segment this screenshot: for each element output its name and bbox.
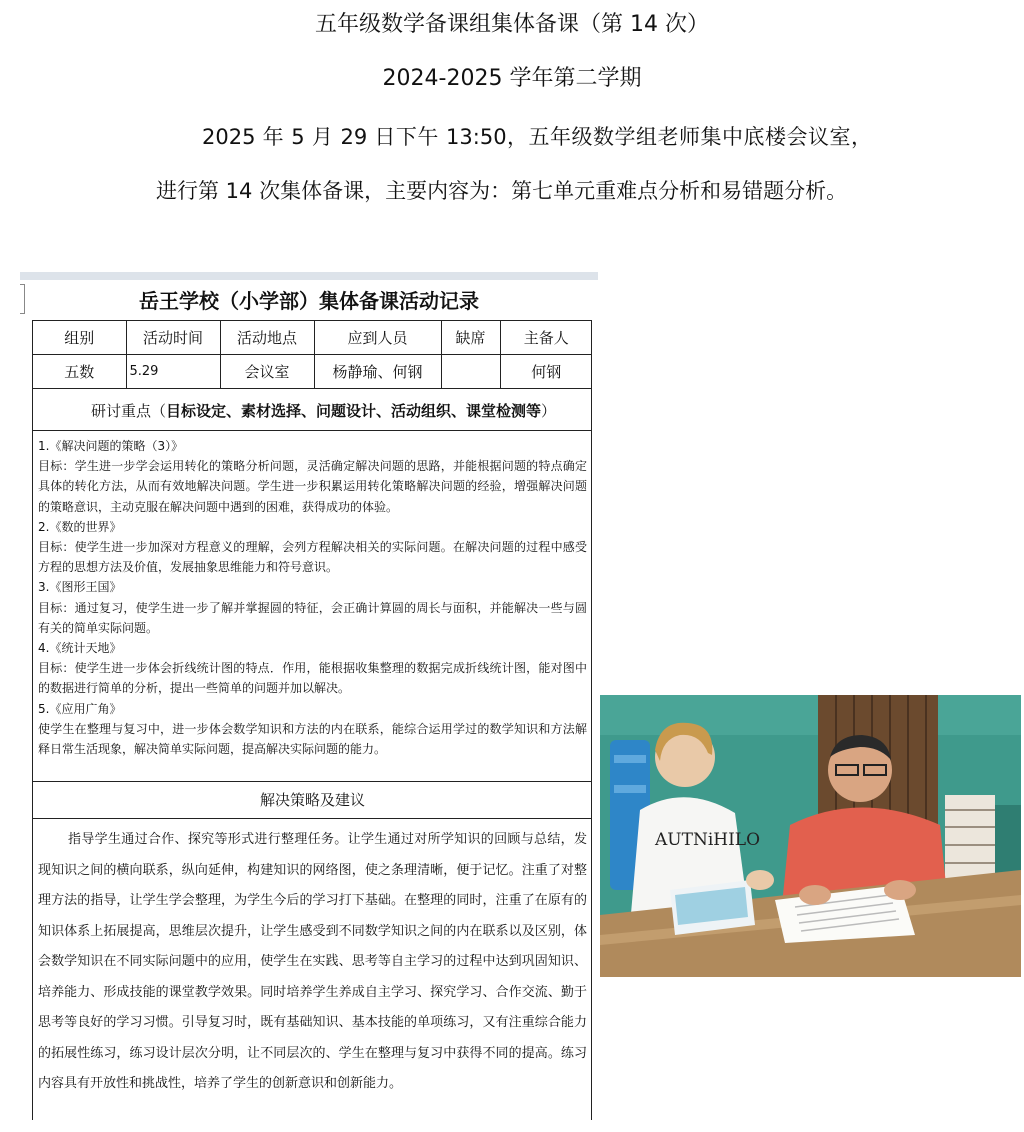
table-cell: 会议室: [220, 355, 314, 389]
table-cell: 5.29: [126, 355, 220, 389]
table-cell: 杨静瑜、何钢: [314, 355, 441, 389]
focus-item: 使学生在整理与复习中，进一步体会数学知识和方法的内在联系，能综合运用学过的数学知识和方法解释日常生活现象，解决简单实际问题，提高解决实际问题的能力。: [38, 721, 587, 757]
activity-record-scan: [20, 272, 598, 1132]
strategy-content: 指导学生通过合作、探究等形式进行整理任务。让学生通过对所学知识的回顾与总结，发现知识之间的横向联系，纵向延伸，构建知识的网络图，使之条理清晰，便于记忆。注重了对整理方法的指导，让学生学会整理，为学生今后的学习打下基础。在整理的同时，注重了在原有的知识体系上拓展提高，思维层次提升，让学生感受到不同数学知识之间的内在联系以及区别，体会数学知识在不同实际问题中的应用，使学生在实践、思考等自主学习的过程中达到巩固知识、培养能力、形成技能的课堂教学效果。同时培养学生养成自主学习、探究学习、合作交流、勤于思考等良好的学习习惯。引导复习时，既有基础知识、基本技能的单项练习，又有注重综合能力的拓展性练习，练习设计层次分明，让不同层次的、学生在整理与复习中获得不同的提高。练习内容具有开放性和挑战性，培养了学生的创新意识和创新能力。: [38, 832, 587, 1091]
shirt-print: AUTNiHILO: [655, 830, 761, 850]
focus-item: 目标：使学生进一步体会折线统计图的特点．作用，能根据收集整理的数据完成折线统计图，能对图中的数据进行简单的分析，提出一些简单的问题并加以解决。: [38, 661, 587, 696]
focus-item: 3.《图形王国》: [38, 580, 122, 595]
meeting-photo: [600, 695, 1021, 977]
table-header-row: [33, 321, 592, 355]
table-cell: [441, 355, 500, 389]
focus-item: 2.《数的世界》: [38, 519, 122, 534]
focus-label-bold: 目标设定、素材选择、问题设计、活动组织、课堂检测等: [166, 402, 542, 420]
strategy-heading: 解决策略及建议: [33, 781, 592, 819]
focus-item: 目标：学生进一步学会运用转化的策略分析问题，灵活确定解决问题的思路，并能根据问题的特点确定具体的转化方法，从而有效地解决问题。学生进一步积累运用转化策略解决问题的经验，增强解决问题的策略意识，主动克服在解决问题中遇到的困难，获得成功的体验。: [38, 459, 587, 514]
table-row: [33, 355, 592, 389]
focus-content: [33, 433, 592, 781]
column-header: 活动地点: [220, 321, 314, 355]
focus-item: 目标：通过复习，使学生进一步了解并掌握圆的特征，会正确计算圆的周长与面积，并能解决一些与圆有关的简单实际问题。: [38, 600, 587, 635]
record-table-frame: [32, 320, 592, 1120]
focus-item: 目标：使学生进一步加深对方程意义的理解，会列方程解决相关的实际问题。在解决问题的过程中感受方程的思想方法及价值，发展抽象思维能力和符号意识。: [38, 540, 587, 575]
focus-item: 4.《统计天地》: [38, 641, 122, 656]
focus-label-end: ）: [541, 402, 557, 420]
column-header: 组别: [33, 321, 126, 355]
column-header: 缺席: [441, 321, 500, 355]
column-header: 活动时间: [126, 321, 220, 355]
record-info-table: [33, 321, 592, 389]
document-title: 五年级数学备课组集体备课（第 14 次）: [315, 12, 709, 37]
table-cell: 何钢: [500, 355, 592, 389]
term-subtitle: 2024-2025 学年第二学期: [382, 66, 642, 91]
focus-item: 1.《解决问题的策略（3）》: [38, 439, 184, 453]
meeting-photo-illustration: [600, 695, 1021, 977]
column-header: 主备人: [500, 321, 592, 355]
intro-paragraph: 2025 年 5 月 29 日下午 13:50，五年级数学组老师集中底楼会议室，进行第 14 次集体备课，主要内容为：第七单元重难点分析和易错题分析。: [156, 125, 872, 203]
focus-item: 5.《应用广角》: [38, 701, 122, 716]
scan-top-bar: [20, 272, 598, 280]
focus-label: 研讨重点（: [91, 402, 167, 420]
table-cell: 五数: [33, 355, 126, 389]
record-title: 岳王学校（小学部）集体备课活动记录: [139, 289, 479, 313]
column-header: 应到人员: [314, 321, 441, 355]
focus-heading: [33, 391, 592, 431]
